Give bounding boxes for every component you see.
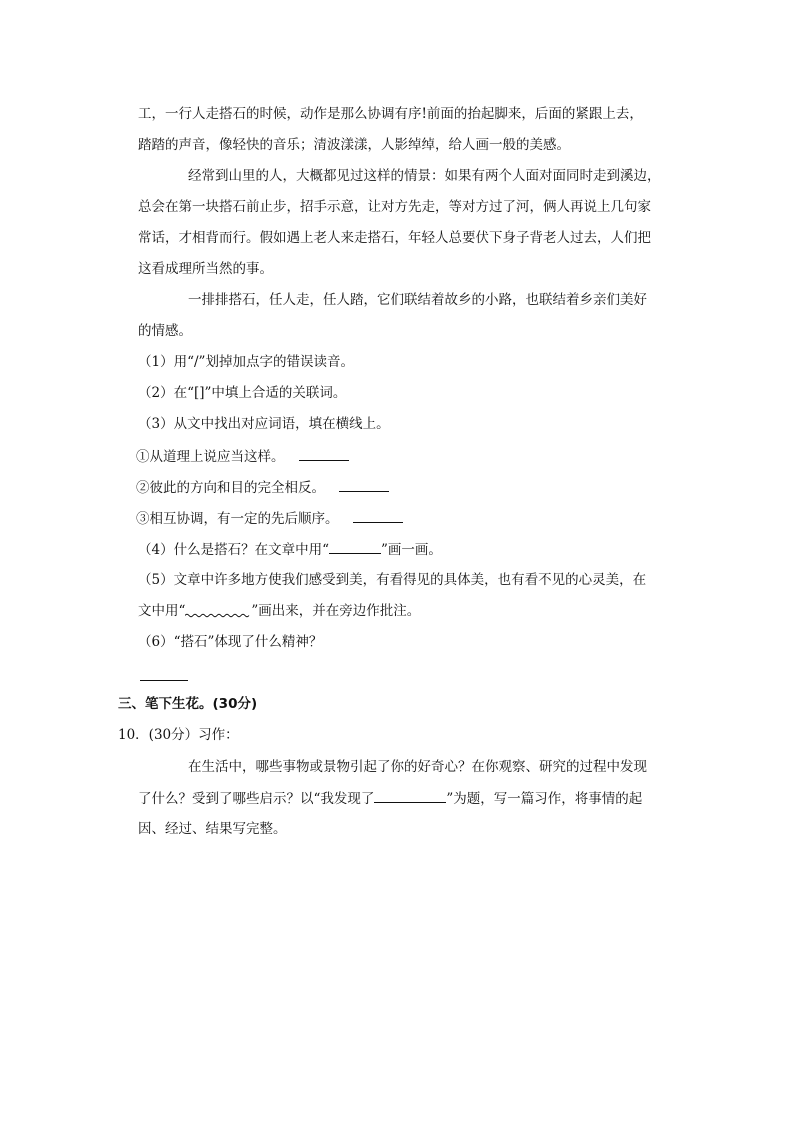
question-6: （6）“搭石”体现了什么精神？ [138, 634, 323, 650]
question-3a [136, 446, 349, 467]
question-3a-text: ①从道理上说应当这样。 [136, 449, 285, 465]
answer-blank-3c[interactable] [353, 508, 403, 523]
question-2: （2）在“[]”中填上合适的关联词。 [138, 385, 347, 401]
section-3-title: 三、笔下生花。(30分) [118, 696, 258, 712]
answer-blank-6[interactable] [140, 666, 188, 681]
question-4-text: （4）什么是搭石？在文章中用“ [138, 542, 329, 558]
question-5: （5）文章中许多地方使我们感受到美，有看得见的具体美，也有看不见的心灵美，在 [138, 572, 647, 588]
passage-line: 总会在第一块搭石前止步，招手示意，让对方先走，等对方过了河，俩人再说上几句家 [138, 199, 651, 215]
question-5-cont [138, 601, 420, 621]
question-5-text: 文中用“ [138, 603, 186, 619]
writing-prompt-line [138, 788, 642, 809]
passage-line: 一排排搭石，任人走，任人踏，它们联结着故乡的小路，也联结着乡亲们美好 [188, 292, 647, 308]
title-blank[interactable] [374, 788, 446, 803]
passage-line: 工，一行人走搭石的时候，动作是那么协调有序!前面的抬起脚来，后面的紧跟上去， [138, 106, 643, 122]
passage-line: 这看成理所当然的事。 [138, 261, 273, 277]
writing-prompt-line: 在生活中，哪些事物或景物引起了你的好奇心？在你观察、研究的过程中发现 [188, 759, 647, 775]
writing-prompt-line: 因、经过、结果写完整。 [138, 821, 287, 837]
question-3b [136, 477, 389, 498]
question-1: （1）用“/”划掉加点字的错误读音。 [138, 354, 354, 370]
wavy-underline-sample [185, 601, 251, 615]
question-4-text-end: ”画一画。 [381, 542, 442, 558]
question-3c [136, 508, 403, 529]
question-4 [138, 539, 442, 560]
question-3c-text: ③相互协调，有一定的先后顺序。 [136, 511, 339, 527]
question-10-label: 10．(30分）习作： [118, 727, 239, 743]
answer-blank-3a[interactable] [299, 446, 349, 461]
answer-blank-3b[interactable] [339, 477, 389, 492]
question-5-text-end: ”画出来，并在旁边作批注。 [251, 603, 421, 619]
passage-line: 踏踏的声音，像轻快的音乐；清波漾漾，人影绰绰，给人画一般的美感。 [138, 137, 570, 153]
question-3: （3）从文中找出对应词语，填在横线上。 [138, 416, 390, 432]
writing-prompt-text: 了什么？受到了哪些启示？以“我发现了 [138, 791, 375, 807]
passage-line: 常话，才相背而行。假如遇上老人来走搭石，年轻人总要伏下身子背老人过去，人们把 [138, 230, 651, 246]
straight-underline-sample [329, 539, 381, 554]
passage-line: 的情感。 [138, 323, 192, 339]
passage-line: 经常到山里的人，大概都见过这样的情景：如果有两个人面对面同时走到溪边， [188, 168, 661, 184]
writing-prompt-text-end: ”为题，写一篇习作，将事情的起 [446, 791, 643, 807]
question-3b-text: ②彼此的方向和目的完全相反。 [136, 480, 325, 496]
